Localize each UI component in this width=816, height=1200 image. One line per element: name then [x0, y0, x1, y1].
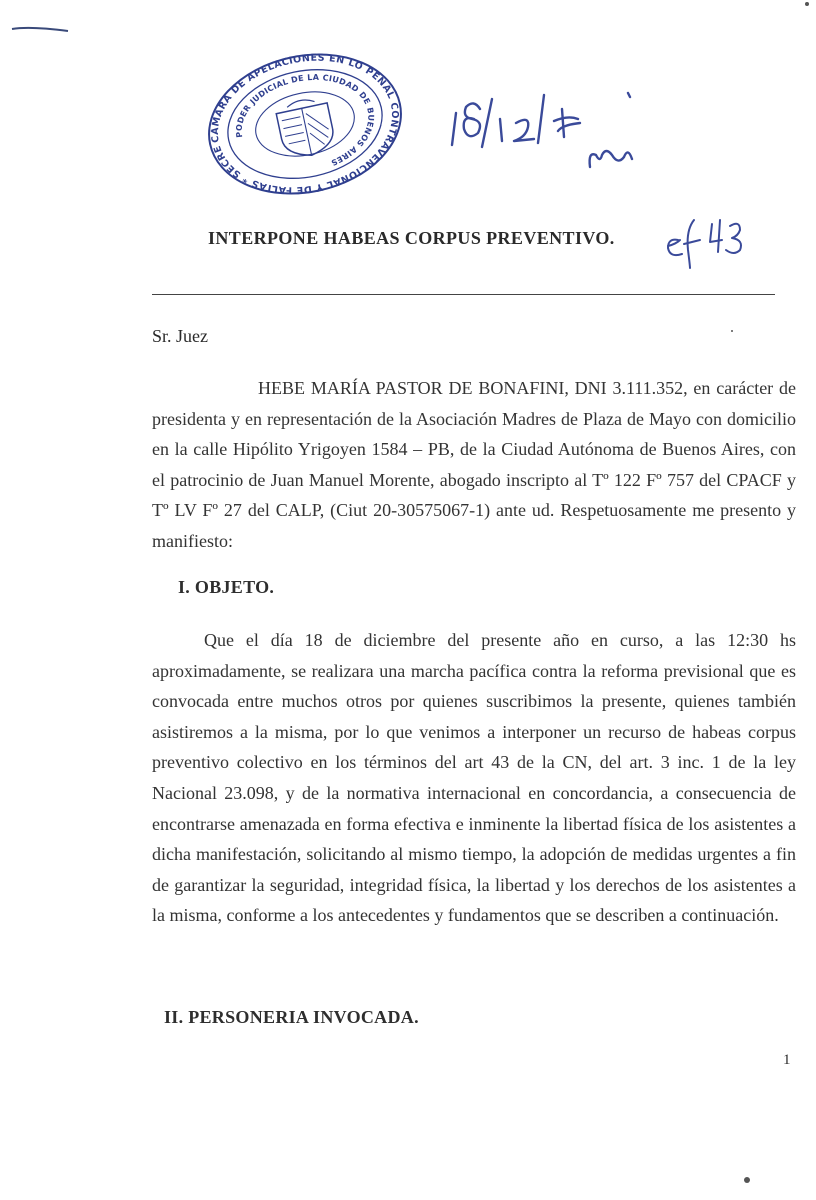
- section-1-body: Que el día 18 de diciembre del presente año en curso, a las 12:30 hs aproximadamente, se realizara una marcha pacífica contra la reforma previsional que es convocada entre muchos otros por quienes suscribimos la presente, quienes también asistiremos a la misma, por lo que venimos a interponer un recurso de habeas corpus preventivo colectivo en los términos del art 43 de la CN, del art. 3 inc. 1 de la ley Nacional 23.098, y de la normativa internacional en concordancia, a consecuencia de encontrarse amenazada en forma efectiva e inminente la libertad física de los asistentes a dicha manifestación, solicitando al mismo tiempo, la adopción de medidas urgentes a fin de garantizar la seguridad, integridad física, la libertad y los derechos de los asistentes a la misma, conforme a los antecedentes y fundamentos que se describen a continuación.: [152, 630, 796, 926]
- salutation: Sr. Juez: [152, 326, 208, 346]
- title-divider: [152, 294, 775, 295]
- intro-paragraph: HEBE MARÍA PASTOR DE BONAFINI, DNI 3.111.352, en carácter de presidenta y en representación de la Asociación Madres de Plaza de Mayo con domicilio en la calle Hipólito Yrigoyen 1584 – PB, de la Ciudad Autónoma de Buenos Aires, con el patrocinio de Juan Manuel Morente, abogado inscripto al Tº 122 Fº 757 del CPACF y Tº LV Fº 27 del CALP, (Ciut 20-30575067-1) ante ud. Respetuosamente me presento y manifiesto:: [152, 378, 796, 551]
- scan-mark: [10, 22, 70, 36]
- page-number: 1: [783, 1052, 791, 1068]
- section-2-heading: II. PERSONERIA INVOCADA.: [164, 1007, 419, 1027]
- seal-emblem-icon: [275, 95, 338, 161]
- court-seal-stamp: [205, 52, 405, 197]
- scan-speck: [731, 330, 733, 332]
- document-title: INTERPONE HABEAS CORPUS PREVENTIVO.: [208, 228, 615, 248]
- svg-text:PODER JUDICIAL DE LA CIUDAD DE: PODER JUDICIAL DE LA CIUDAD DE BUENOS AIRES: [234, 72, 376, 168]
- svg-text:CÁMARA DE APELACIONES EN LO PE: CÁMARA DE APELACIONES EN LO PENAL CONTRAVENCIONAL Y DE FALTAS * SECRETARÍA: [209, 52, 401, 196]
- section-1-heading: I. OBJETO.: [178, 577, 275, 597]
- scan-speck: [805, 2, 809, 6]
- scan-speck: [744, 1177, 750, 1183]
- handwritten-reference: [660, 210, 780, 270]
- handwritten-date: [440, 85, 660, 180]
